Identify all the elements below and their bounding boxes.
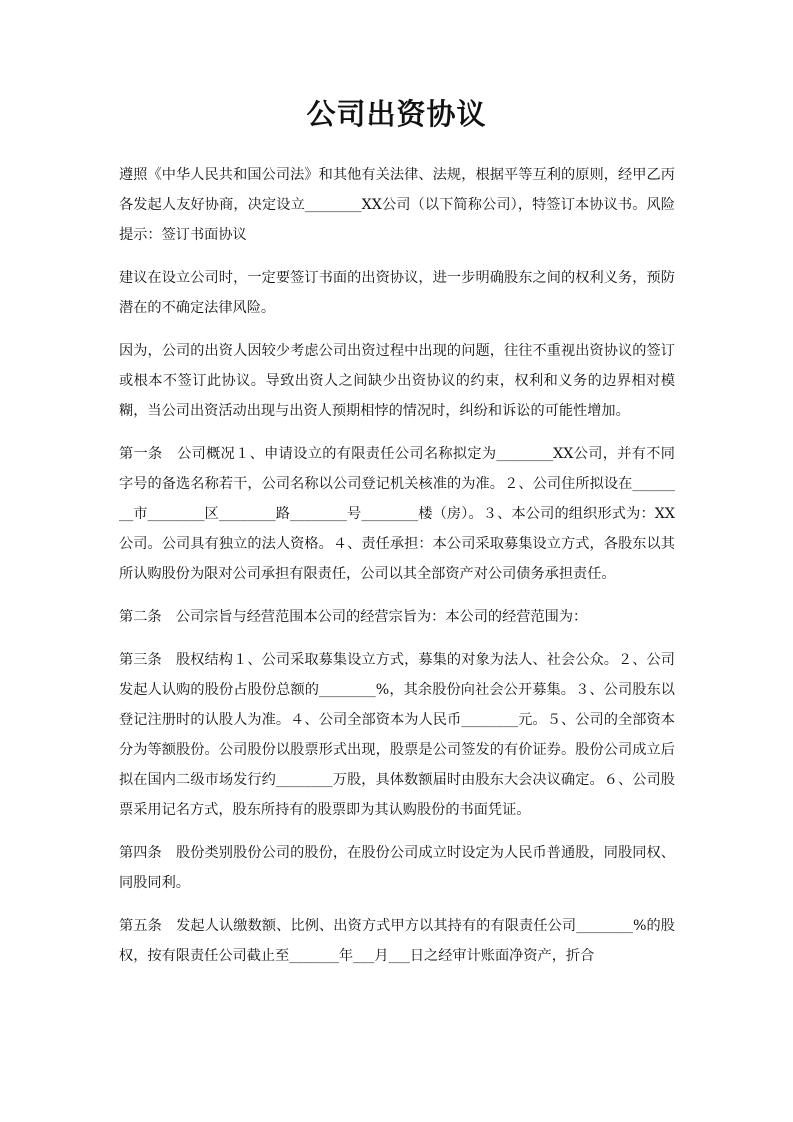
article-5: 第五条 发起人认缴数额、比例、出资方式甲方以其持有的有限责任公司________%的股权，按有限责任公司截止至_______年___月___日之经审计账面净资产，折合 [119,918,675,964]
article-2: 第二条 公司宗旨与经营范围本公司的经营宗旨为：本公司的经营范围为： [119,609,588,625]
paragraph-advice: 建议在设立公司时，一定要签订书面的出资协议，进一步明确股东之间的权利义务，预防潜在的不确定法律风险。 [119,270,675,316]
article-4: 第四条 股份类别股份公司的股份，在股份公司成立时设定为人民币普通股，同股同权、同股同利。 [119,845,675,891]
document-body [119,160,675,984]
paragraph-preamble: 遵照《中华人民共和国公司法》和其他有关法律、法规，根据平等互利的原则，经甲乙丙各发起人友好协商，决定设立________XX公司（以下简称公司），特签订本协议书。风险提示：签订书面协议 [119,167,675,243]
document-title: 公司出资协议 [306,97,487,131]
article-1: 第一条 公司概况１、申请设立的有限责任公司名称拟定为________XX公司，并有不同字号的备选名称若干，公司名称以公司登记机关核准的为准。２、公司住所拟设在________市________区________路________号________楼（房）。３、本公司的组织形式为：XX公司。公司具有独立的法人资格。４、责任承担：本公司采取募集设立方式，各股东以其所认购股份为限对公司承担有限责任，公司以其全部资产对公司债务承担责任。 [119,446,675,582]
article-3: 第三条 股权结构１、公司采取募集设立方式，募集的对象为法人、社会公众。２、公司发起人认购的股份占股份总额的________%，其余股份向社会公开募集。３、公司股东以登记注册时的认股人为准。４、公司全部资本为人民币________元。５、公司的全部资本分为等额股份。公司股份以股票形式出现，股票是公司签发的有价证券。股份公司成立后拟在国内二级市场发行约________万股，具体数额届时由股东大会决议确定。６、公司股票采用记名方式，股东所持有的股票即为其认购股份的书面凭证。 [119,652,675,818]
paragraph-reason: 因为，公司的出资人因较少考虑公司出资过程中出现的问题，往往不重视出资协议的签订或根本不签订此协议。导致出资人之间缺少出资协议的约束，权利和义务的边界相对模糊，当公司出资活动出现与出资人预期相悖的情况时，纠纷和诉讼的可能性增加。 [119,343,675,419]
